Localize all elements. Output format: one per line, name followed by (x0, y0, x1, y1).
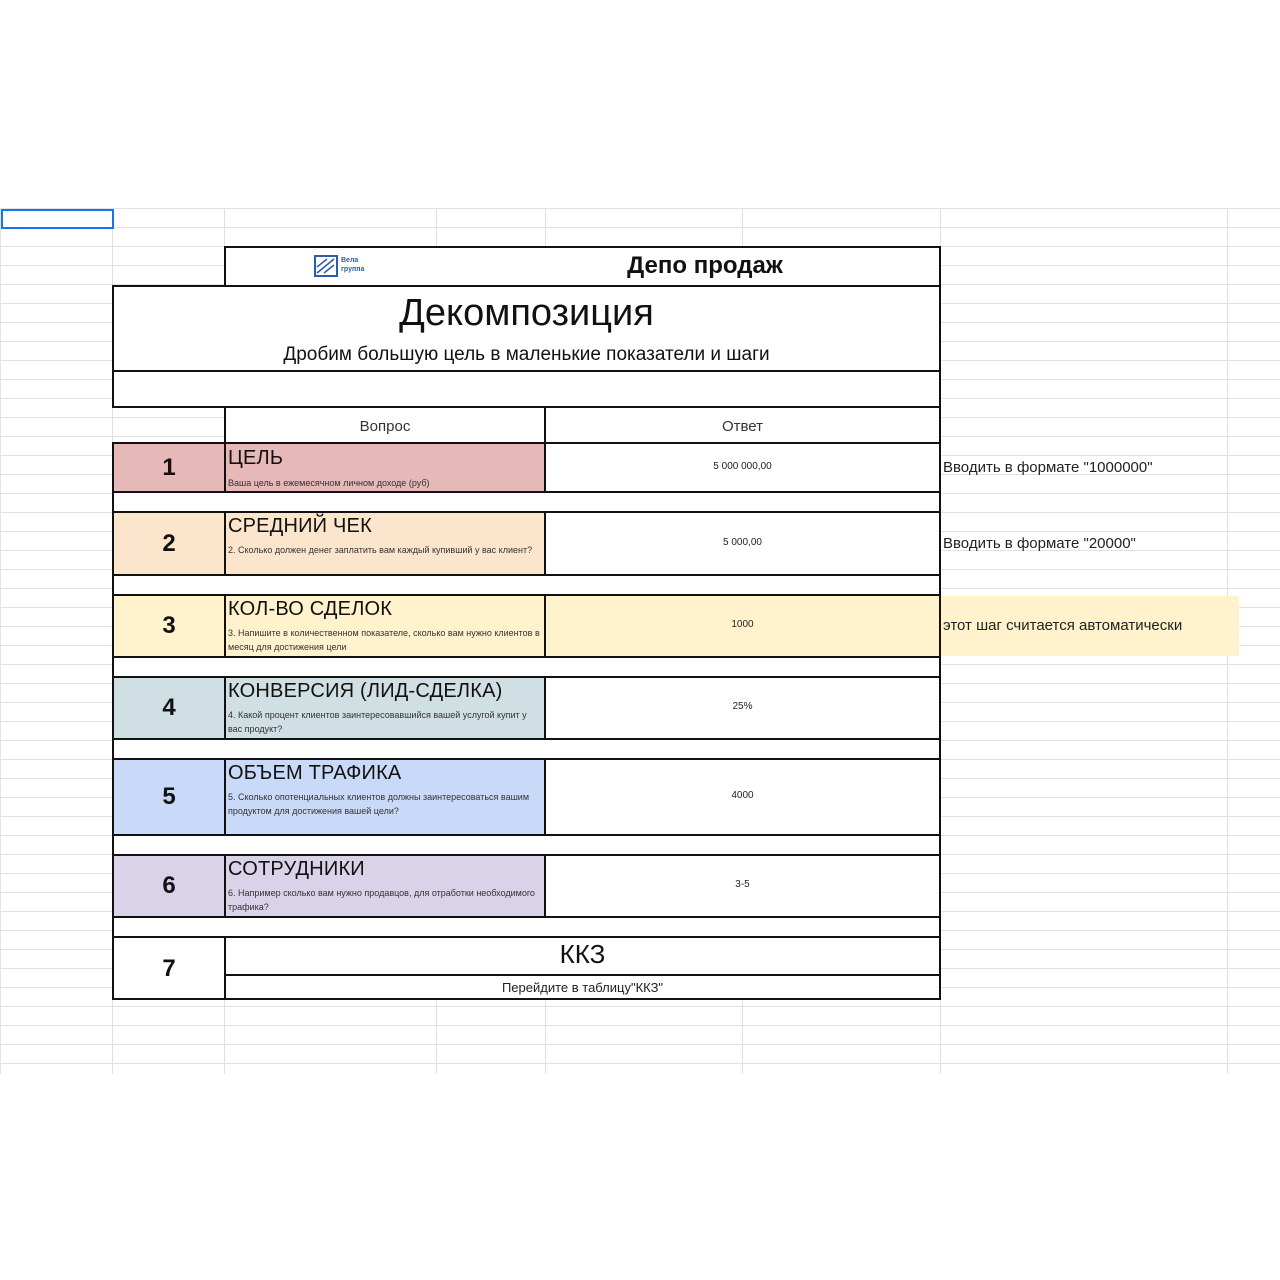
row-4-answer[interactable]: 25% (732, 701, 753, 712)
row-1-answer[interactable]: 5 000 000,00 (713, 461, 772, 472)
row-6-answer[interactable]: 3-5 (735, 879, 750, 890)
row-4-number: 4 (162, 694, 176, 721)
spacer-row (112, 370, 941, 408)
row-separator (112, 491, 941, 513)
row-6-description: 6. Например сколько вам нужно продавцов, для отработки необходимого трафика? (228, 888, 535, 912)
question-header-label: Вопрос (359, 418, 411, 435)
brand-title: Депо продаж (627, 252, 783, 279)
page-subtitle: Дробим большую цель в маленькие показатели и шаги (283, 344, 770, 365)
row-4-title: КОНВЕРСИЯ (ЛИД-СДЕЛКА) (228, 680, 503, 702)
logo-text-line1: Вела (341, 257, 359, 264)
row-separator (112, 738, 941, 760)
row-6-title: СОТРУДНИКИ (228, 858, 365, 880)
row-3-note: этот шаг считается автоматически (943, 617, 1183, 634)
row-1-number: 1 (162, 454, 176, 481)
selected-cell[interactable] (1, 209, 114, 229)
row-3-description: 3. Напишите в количественном показателе, сколько вам нужно клиентов в месяц для достижения цели (228, 628, 540, 652)
row-2-description: 2. Сколько должен денег заплатить вам каждый купивший у вас клиент? (228, 545, 533, 555)
row-separator (112, 656, 941, 678)
logo-text-line2: группа (341, 266, 365, 273)
answer-header-label: Ответ (721, 418, 764, 435)
page-title: Декомпозиция (399, 292, 654, 334)
row-1-title: ЦЕЛЬ (228, 447, 284, 469)
row-2-note: Вводить в формате "20000" (943, 535, 1136, 552)
row-5-answer[interactable]: 4000 (731, 790, 754, 801)
row-6-number: 6 (162, 872, 176, 899)
row-1-note: Вводить в формате "1000000" (943, 459, 1153, 476)
row-separator (112, 916, 941, 938)
row-5-description: 5. Сколько опотенциальных клиентов должны заинтересоваться вашим продуктом для достижения вашей цели? (228, 792, 530, 816)
row-5-title: ОБЪЕМ ТРАФИКА (228, 762, 402, 784)
row-3-answer[interactable]: 1000 (731, 619, 754, 630)
row-7-number: 7 (162, 955, 176, 982)
row-2-answer[interactable]: 5 000,00 (723, 537, 762, 548)
row-2-number: 2 (162, 530, 176, 557)
row-1-description: Ваша цель в ежемесячном личном доходе (руб) (228, 478, 430, 488)
row-separator (112, 574, 941, 596)
row-3-title: КОЛ-ВО СДЕЛОК (228, 598, 393, 620)
row-3-number: 3 (162, 612, 176, 639)
row-separator (112, 834, 941, 856)
row-2-title: СРЕДНИЙ ЧЕК (228, 515, 372, 537)
row-4-description: 4. Какой процент клиентов заинтересовавшийся вашей услугой купит у вас продукт? (228, 710, 527, 734)
kkz-link-text[interactable]: Перейдите в таблицу"ККЗ" (501, 980, 664, 995)
row-5-number: 5 (162, 783, 176, 810)
kkz-title: ККЗ (559, 939, 606, 969)
